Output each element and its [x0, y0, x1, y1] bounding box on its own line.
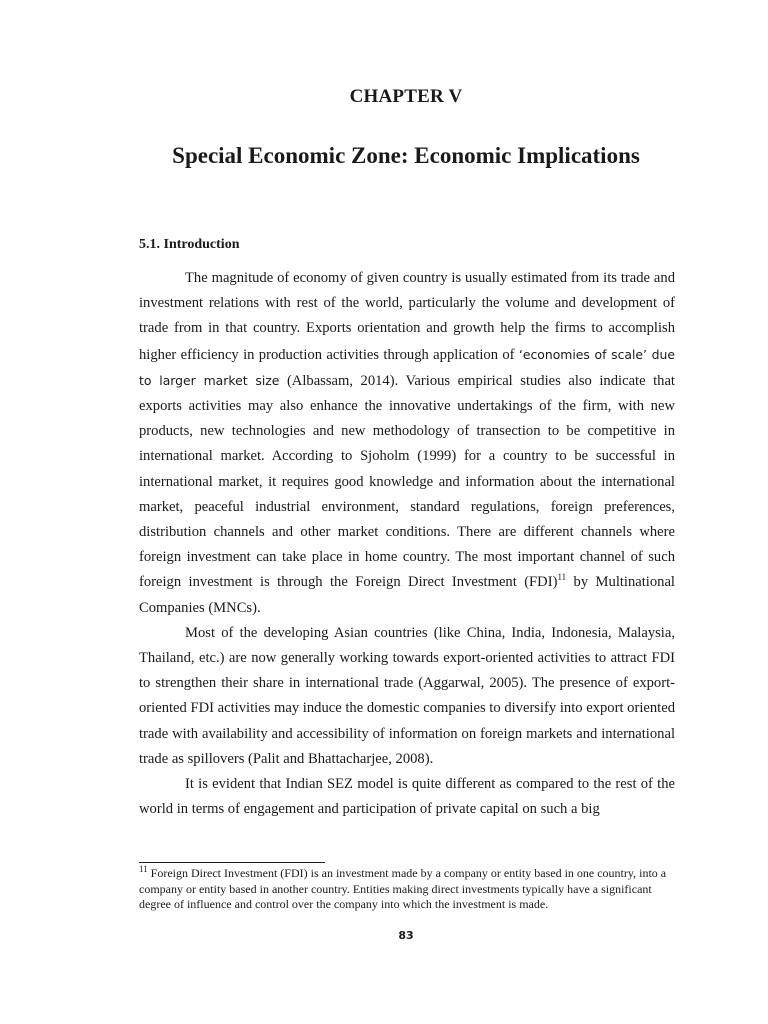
paragraph-text: The magnitude of economy of given country is usually estimated from its trade and investment relations with rest of the world, particularly the volume and development of trade from in that country. Exports orientation and growth help the firms to accomplish higher efficiency in production activities through application of: [139, 270, 675, 363]
paragraph-text: ‘economies of scale’ due to larger market size: [139, 346, 675, 388]
section-heading: 5.1. Introduction: [139, 237, 240, 252]
paragraph: It is evident that Indian SEZ model is quite different as compared to the rest of the world in terms of engagement and participation of private capital on such a big: [139, 776, 675, 818]
paragraph-text: (Albassam, 2014). Various empirical studies also indicate that exports activities may also enhance the innovative undertakings of the firm, with new products, new technologies and new methodology of transection to be competitive in international market. According to Sjoholm (1999) for a country to be successful in international market, it requires good knowledge and information about the international market, peaceful industrial environment, standard regulations, foreign preferences, distribution channels and other market conditions. There are different channels where foreign investment can take place in home country. The most important channel of such foreign investment is through the Foreign Direct Investment (FDI): [139, 372, 675, 591]
footnote-text: Foreign Direct Investment (FDI) is an investment made by a company or entity based in one country, into a company or entity based in another country. Entities making direct investments typically have a significant degree of influence and control over the company into which the investment is made.: [139, 866, 667, 912]
chapter-title: Special Economic Zone: Economic Implications: [172, 143, 640, 168]
footnote-divider: [139, 862, 325, 863]
page-number: 83: [398, 929, 414, 942]
paragraph-text: by Multinational Companies (MNCs).: [139, 574, 675, 616]
paragraph: Most of the developing Asian countries (like China, India, Indonesia, Malaysia, Thailand, etc.) are now generally working towards export-oriented activities to attract FDI to strengthen their share in international trade (Aggarwal, 2005). The presence of export-oriented FDI activities may induce the domestic companies to diversify into export oriented trade with availability and accessibility of information on foreign markets and international trade as spillovers (Palit and Bhattacharjee, 2008).: [139, 624, 675, 767]
footnote-marker: 11: [139, 864, 148, 874]
body-text: [139, 266, 675, 822]
footnote-reference: 11: [557, 572, 567, 583]
paragraph: [139, 266, 675, 621]
footnote: [139, 866, 675, 913]
chapter-label: CHAPTER V: [349, 86, 463, 107]
